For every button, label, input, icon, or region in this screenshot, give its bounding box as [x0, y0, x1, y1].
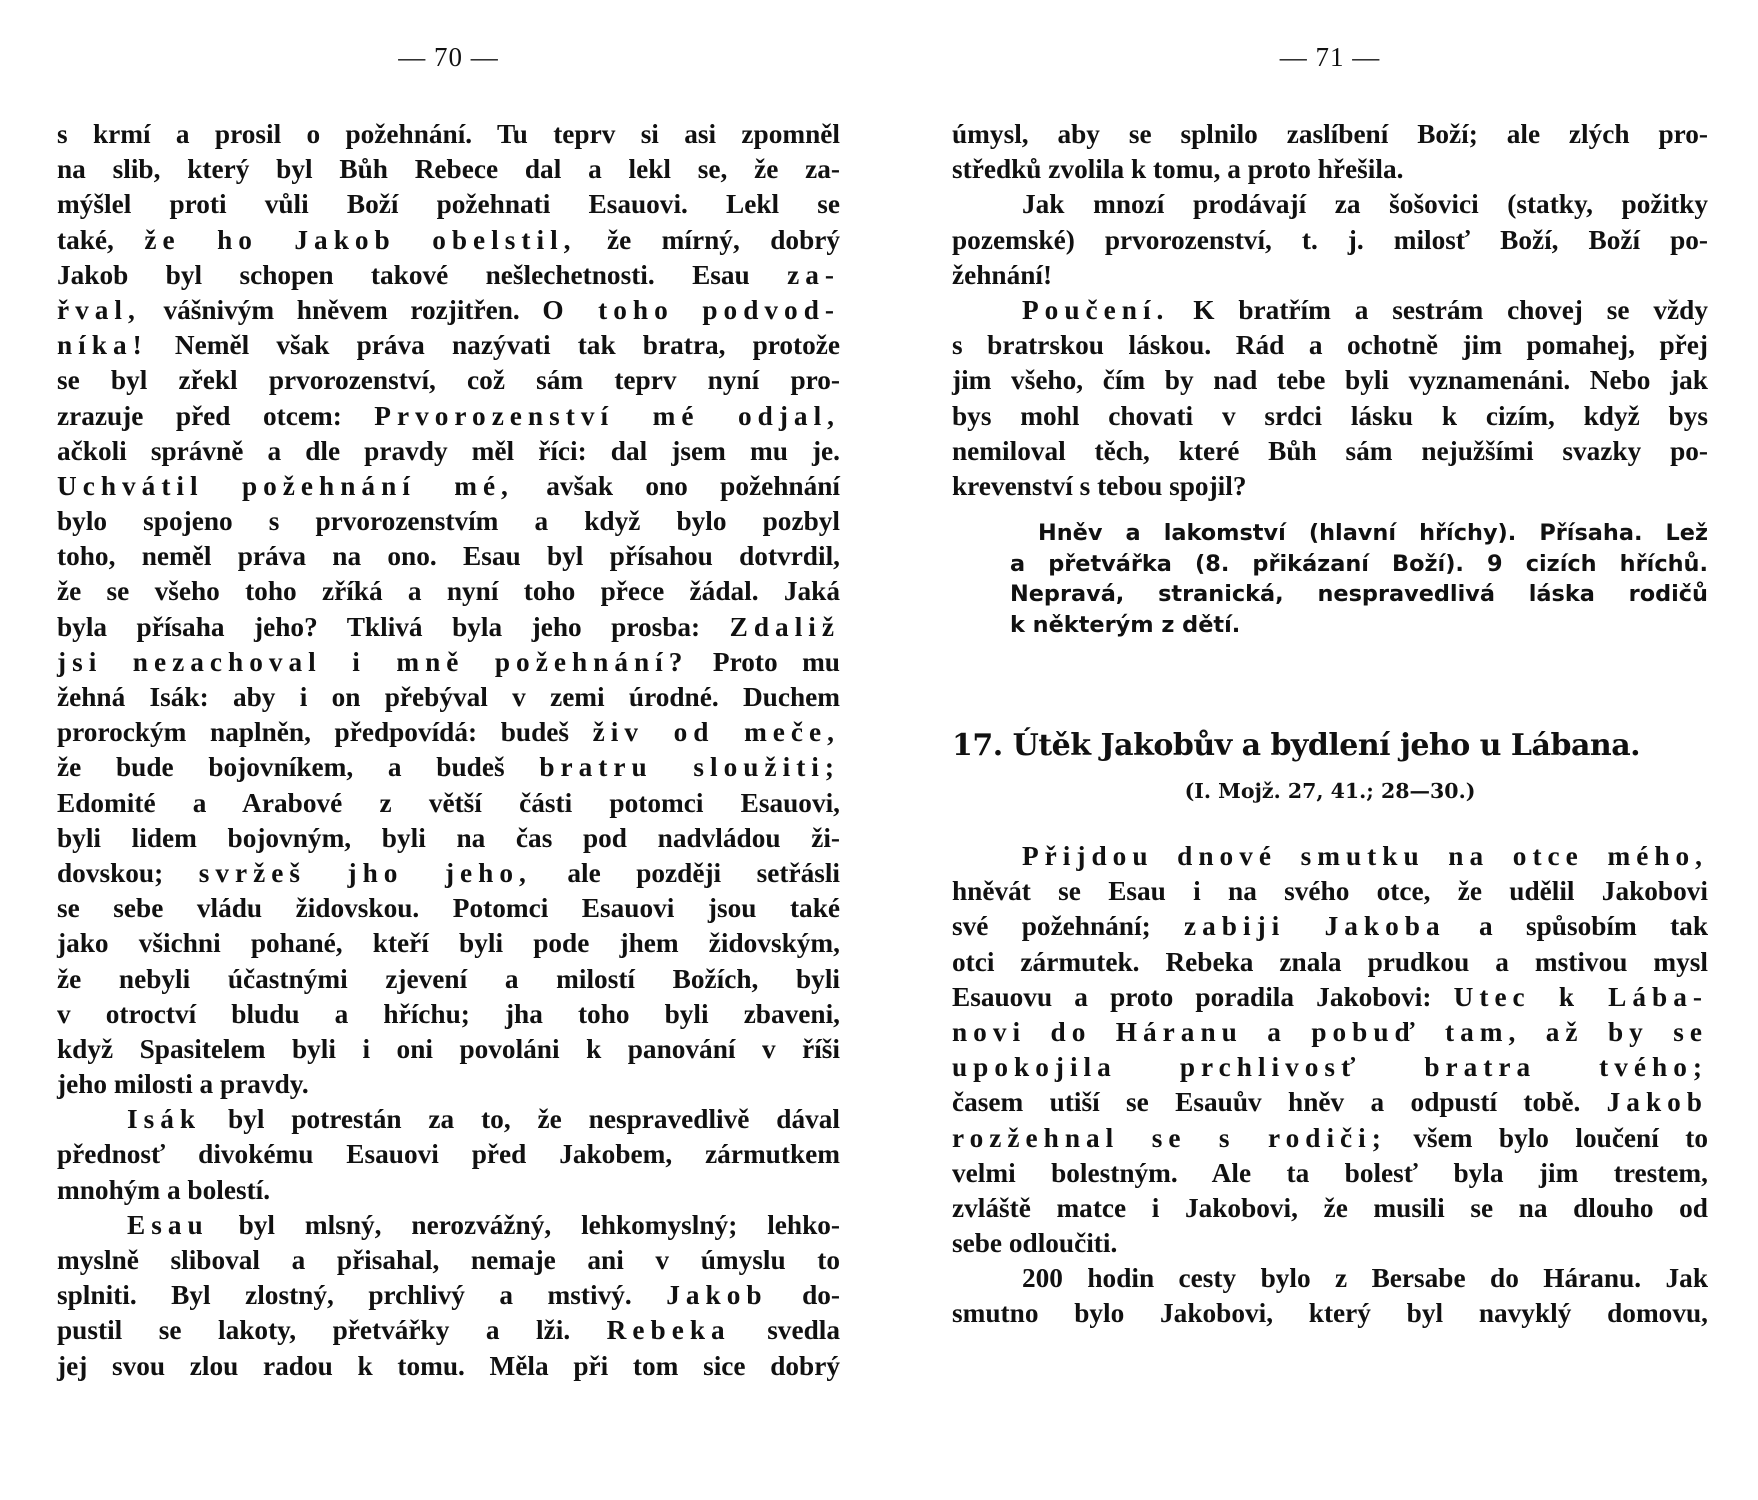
text-line	[57, 750, 840, 785]
spaced-emphasis: zabiji Jakoba	[1184, 911, 1446, 942]
text-segment: a spůsobím tak	[1478, 911, 1709, 942]
text-segment: byl potrestán za to, že nespravedlivě dával	[228, 1104, 841, 1135]
text-line: na slib, který byl Bůh Rebece dal a lekl se, že za-	[57, 154, 840, 185]
text-line: že se všeho toho zříká a nyní toho přece žádal. Jaká	[57, 576, 840, 607]
text-line	[57, 223, 840, 258]
text-segment: vášnivým hněvem rozjitřen.	[163, 294, 520, 325]
text-line: jako všichni pohané, kteří byli pode jhem židovským,	[57, 928, 840, 959]
text-segment: avšak ono požehnání	[546, 470, 840, 501]
text-line	[952, 909, 1708, 944]
text-segment: do-	[802, 1280, 840, 1311]
spaced-emphasis: jsi nezachoval i mně požehnání?	[57, 646, 689, 677]
text-line: zvláště matce i Jakobovi, že musili se na dlouho od	[952, 1192, 1708, 1223]
text-line	[57, 293, 840, 328]
left-page-body	[57, 117, 840, 1384]
spaced-emphasis: Zdaliž	[729, 611, 841, 642]
spaced-emphasis: živ od meče,	[592, 717, 841, 748]
text-line: Edomité a Arabové z větší části potomci Esauovi,	[57, 787, 840, 818]
text-line: jim všeho, čím by nad tebe byli vyznamenáni. Nebo jak	[952, 365, 1708, 396]
text-line: se byl zřekl prvorozenství, což sám teprv nyní pro-	[57, 365, 840, 396]
text-line	[57, 1208, 840, 1243]
spaced-emphasis: za-	[787, 259, 840, 290]
text-line: pozemské) prvorozenství, t. j. milosť Boží, Boží po-	[952, 224, 1708, 255]
spaced-emphasis: Poučení.	[1022, 294, 1170, 325]
text-line: mýšlel proti vůli Boží požehnati Esauovi. Lekl se	[57, 189, 840, 220]
section-heading: 17. Útěk Jakobův a bydlení jeho u Lábana.	[952, 728, 1641, 763]
text-segment: Jakob byl schopen takové nešlechetnosti. Esau	[57, 259, 750, 290]
text-line: s krmí a prosil o požehnání. Tu teprv si asi zpomněl	[57, 119, 840, 149]
text-segment: K bratřím a sestrám chovej se vždy	[1193, 294, 1708, 325]
page-number-71: — 71 —	[1279, 42, 1381, 72]
text-line	[57, 328, 840, 363]
spaced-emphasis: Rebeka	[606, 1315, 731, 1346]
text-line	[952, 980, 1708, 1015]
spaced-emphasis: Uchvátil požehnání mé,	[57, 470, 514, 501]
spaced-emphasis: Esau	[127, 1209, 209, 1240]
text-segment: také,	[57, 224, 114, 255]
text-line	[57, 610, 840, 645]
note-line: Hněv a lakomství (hlavní hříchy). Přísaha. Lež	[1038, 520, 1708, 546]
text-segment: splniti. Byl zlostný, prchlivý a mstivý.	[57, 1280, 632, 1311]
text-segment: byla přísaha jeho? Tklivá byla jeho prosba:	[57, 611, 701, 642]
text-segment: Proto mu	[712, 646, 840, 677]
text-segment: svedla	[767, 1315, 840, 1346]
text-line: hněvát se Esau i na svého otce, že udělil Jakobovi	[952, 876, 1708, 907]
right-page	[952, 0, 1708, 1500]
page-number-70: — 70 —	[398, 42, 499, 72]
text-segment: Esauovu a proto poradila Jakobovi:	[952, 981, 1432, 1012]
text-line: bys mohl chovati v srdci lásku k cizím, když bys	[952, 400, 1708, 431]
spaced-emphasis: Jakob	[1606, 1087, 1708, 1118]
text-line: středků zvolila k tomu, a proto hřešila.	[952, 154, 1404, 185]
text-segment: byl mlsný, nerozvážný, lehkomyslný; lehko-	[238, 1209, 840, 1240]
text-segment: časem utiší se Esauův hněv a odpustí tobě.	[952, 1087, 1581, 1118]
text-segment: pustil se lakoty, přetvářky a lži.	[57, 1315, 571, 1346]
text-line	[57, 1278, 840, 1313]
scripture-reference: (I. Mojž. 27, 41.; 28—30.)	[1184, 779, 1476, 803]
text-line	[57, 399, 840, 434]
text-segment: všem bylo loučení to	[1413, 1122, 1708, 1153]
text-segment: ale později setřásli	[567, 857, 841, 888]
text-line: toho, neměl práva na ono. Esau byl přísahou dotvrdil,	[57, 541, 840, 572]
text-line	[952, 1085, 1708, 1120]
text-segment: své požehnání;	[952, 911, 1151, 942]
text-line	[57, 856, 840, 891]
note-line: k některým z dětí.	[1010, 611, 1241, 638]
text-line: bylo spojeno s prvorozenstvím a když bylo pozbyl	[57, 506, 840, 537]
text-line: že nebyli účastnými zjevení a milostí Božích, byli	[57, 963, 840, 994]
text-line: jeho milosti a pravdy.	[57, 1069, 309, 1100]
text-line: novi do Háranu a pobuď tam, až by se	[952, 1016, 1708, 1047]
text-line: úmysl, aby se splnilo zaslíbení Boží; ale zlých pro-	[952, 119, 1708, 149]
text-line: sebe odloučiti.	[952, 1228, 1118, 1259]
text-line: v otroctví bludu a hříchu; jha toho byli zbaveni,	[57, 998, 840, 1029]
spaced-emphasis: Utec k Lába-	[1453, 981, 1708, 1012]
spaced-emphasis: Jakob	[666, 1280, 768, 1311]
text-line: přednosť divokému Esauovi před Jakobem, zármutkem	[57, 1139, 840, 1170]
text-line: smutno bylo Jakobovi, který byl navyklý domovu,	[952, 1298, 1708, 1329]
text-segment: zrazuje před otcem:	[57, 400, 342, 431]
spaced-emphasis: svržeš jho jeho,	[198, 857, 532, 888]
text-line	[952, 293, 1708, 328]
text-line	[57, 469, 840, 504]
text-segment: že mírný, dobrý	[606, 224, 841, 255]
left-page	[57, 0, 840, 1500]
spaced-emphasis: O toho podvod-	[542, 294, 840, 325]
text-line	[57, 258, 840, 293]
text-line: byli lidem bojovným, byli na čas pod nadvládou ži-	[57, 822, 840, 853]
summary-note	[1010, 518, 1708, 640]
text-segment: dovskou;	[57, 857, 164, 888]
text-line: žehná Isák: aby i on přebýval v zemi úrodné. Duchem	[57, 682, 840, 712]
text-line: mnohým a bolestí.	[57, 1174, 271, 1205]
text-line	[57, 715, 840, 750]
text-line: 200 hodin cesty bylo z Bersabe do Háranu. Jak	[1022, 1263, 1708, 1294]
text-line: nemiloval těch, které Bůh sám nejužšími svazky po-	[952, 435, 1708, 466]
text-line	[57, 1102, 840, 1137]
spaced-emphasis: Prvorozenství mé odjal,	[374, 400, 840, 431]
text-line: otci zármutek. Rebeka znala prudkou a mstivou mysl	[952, 946, 1708, 977]
right-page-body	[952, 117, 1708, 504]
text-segment: že bude bojovníkem, a budeš	[57, 752, 505, 783]
spaced-emphasis: níka!	[57, 330, 148, 361]
text-line: když Spasitelem byli i oni povoláni k panování v říši	[57, 1033, 840, 1064]
note-line: a přetvářka (8. přikázaní Boží). 9 cizích hříchů.	[1010, 550, 1708, 577]
section-body	[952, 839, 1708, 1332]
spaced-emphasis: že ho Jakob obelstil,	[144, 224, 577, 255]
spaced-emphasis: řval,	[57, 294, 141, 325]
text-line: jej svou zlou radou k tomu. Měla při tom sice dobrý	[57, 1350, 840, 1381]
text-line: žehnání!	[952, 259, 1053, 290]
text-line	[952, 1121, 1708, 1156]
note-line: Nepravá, stranická, nespravedlivá láska rodičů	[1010, 581, 1708, 607]
text-line	[57, 1313, 840, 1348]
spaced-emphasis: Přijdou dnové smutku na otce mého,	[1022, 841, 1708, 871]
text-segment: Neměl však práva nazývati tak bratra, protože	[174, 330, 840, 361]
text-line: Jak mnozí prodávají za šošovici (statky, požitky	[1022, 189, 1708, 220]
text-segment: prorockým naplněn, předpovídá: budeš	[57, 717, 569, 748]
spaced-emphasis: Isák	[127, 1104, 202, 1135]
text-line	[57, 645, 840, 680]
text-line: myslně sliboval a přisahal, nemaje ani v úmyslu to	[57, 1245, 840, 1275]
text-line: se sebe vládu židovskou. Potomci Esauovi jsou také	[57, 893, 840, 924]
spaced-emphasis: rozžehnal se s rodiči;	[952, 1122, 1387, 1153]
text-line	[952, 839, 1708, 874]
text-line: velmi bolestným. Ale ta bolesť byla jim trestem,	[952, 1157, 1708, 1188]
text-line: upokojila prchlivosť bratra tvého;	[952, 1052, 1708, 1083]
text-line: krevenství s tebou spojil?	[952, 470, 1247, 501]
text-line: s bratrskou láskou. Rád a ochotně jim pomahej, přej	[952, 330, 1708, 361]
text-line: ačkoli správně a dle pravdy měl říci: dal jsem mu je.	[57, 435, 840, 466]
spaced-emphasis: bratru sloužiti;	[539, 752, 840, 783]
